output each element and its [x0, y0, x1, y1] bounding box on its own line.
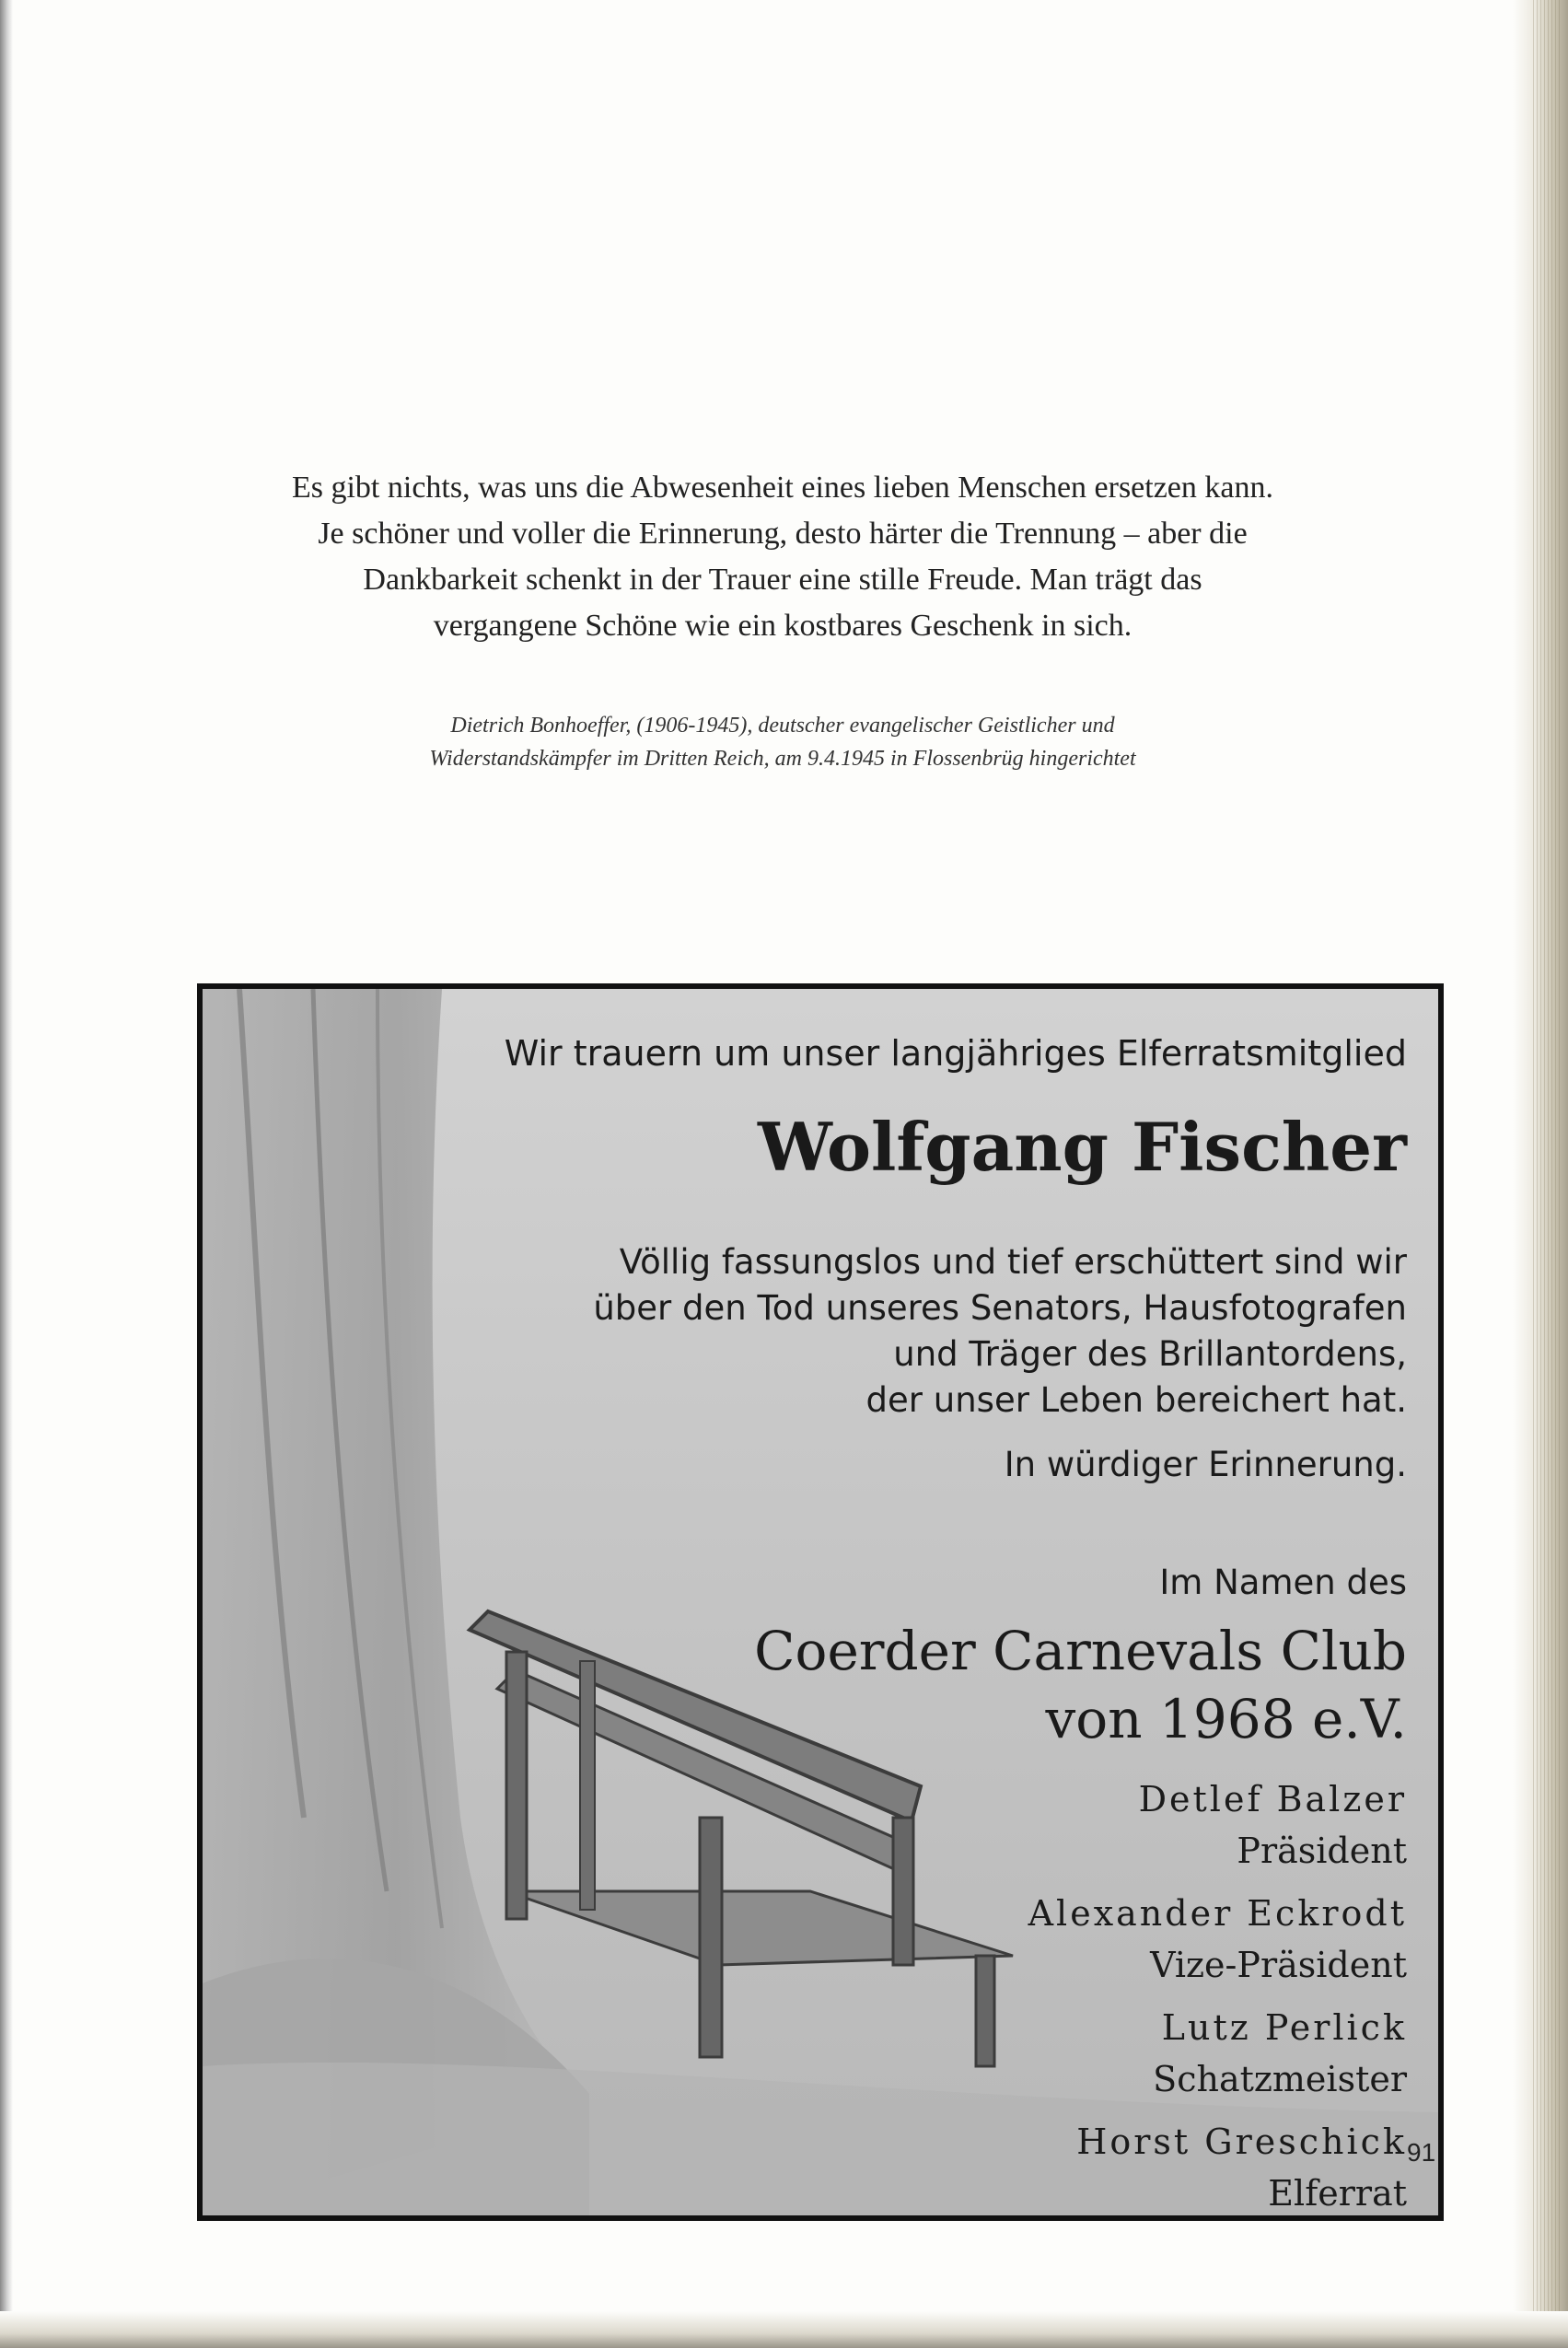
- paragraph-line: Völlig fassungslos und tief erschüttert sind wir: [619, 1242, 1407, 1282]
- signer-role: Vize-Präsident: [1150, 1945, 1407, 1985]
- obituary-notice: [197, 983, 1444, 2221]
- club-name-line: von 1968 e.V.: [1045, 1688, 1407, 1750]
- quote-line: Dankbarkeit schenkt in der Trauer eine stille Freude. Man trägt das: [363, 563, 1202, 597]
- remembrance-line: In würdiger Erinnerung.: [1004, 1445, 1407, 1484]
- notice-paragraph: [593, 1239, 1407, 1424]
- deceased-name: Wolfgang Fischer: [757, 1108, 1407, 1186]
- page-edge-stack: [1533, 0, 1561, 2348]
- page-edge-bottom: [0, 2311, 1568, 2348]
- signer-role: Elferrat: [1268, 2173, 1407, 2214]
- page-number: 91: [1407, 2138, 1436, 2167]
- attribution-line: Widerstandskämpfer im Dritten Reich, am 9.4.1945 in Flossenbrüg hingerichtet: [429, 747, 1136, 771]
- quote-line: Je schöner und voller die Erinnerung, desto härter die Trennung – aber die: [318, 517, 1248, 551]
- paragraph-line: über den Tod unseres Senators, Hausfotografen: [593, 1288, 1407, 1328]
- signer-role: Schatzmeister: [1153, 2059, 1407, 2099]
- on-behalf-line: Im Namen des: [1159, 1563, 1407, 1602]
- bonhoeffer-quote: [184, 465, 1381, 649]
- signer: [1139, 1773, 1407, 1877]
- book-binding-shadow: [0, 0, 13, 2348]
- signer: [1153, 2002, 1407, 2105]
- quote-attribution: [184, 709, 1381, 775]
- attribution-line: Dietrich Bonhoeffer, (1906-1945), deutscher evangelischer Geistlicher und: [450, 714, 1115, 738]
- signer-role: Präsident: [1237, 1831, 1407, 1871]
- signer-name: Alexander Eckrodt: [1028, 1893, 1407, 1934]
- club-name: [754, 1617, 1407, 1753]
- paragraph-line: der unser Leben bereichert hat.: [865, 1380, 1407, 1420]
- signer: [1028, 1888, 1407, 1991]
- signer-name: Horst Greschick: [1076, 2121, 1407, 2162]
- signer-name: Detlef Balzer: [1138, 1779, 1407, 1819]
- signer-name: Lutz Perlick: [1161, 2007, 1407, 2048]
- notice-intro: Wir trauern um unser langjähriges Elferratsmitglied: [504, 1033, 1407, 1074]
- signer: [1076, 2116, 1407, 2219]
- quote-line: Es gibt nichts, was uns die Abwesenheit eines lieben Menschen ersetzen kann.: [291, 471, 1273, 505]
- paragraph-line: und Träger des Brillantordens,: [893, 1334, 1407, 1374]
- quote-line: vergangene Schöne wie ein kostbares Geschenk in sich.: [433, 609, 1132, 643]
- club-name-line: Coerder Carnevals Club: [754, 1620, 1407, 1682]
